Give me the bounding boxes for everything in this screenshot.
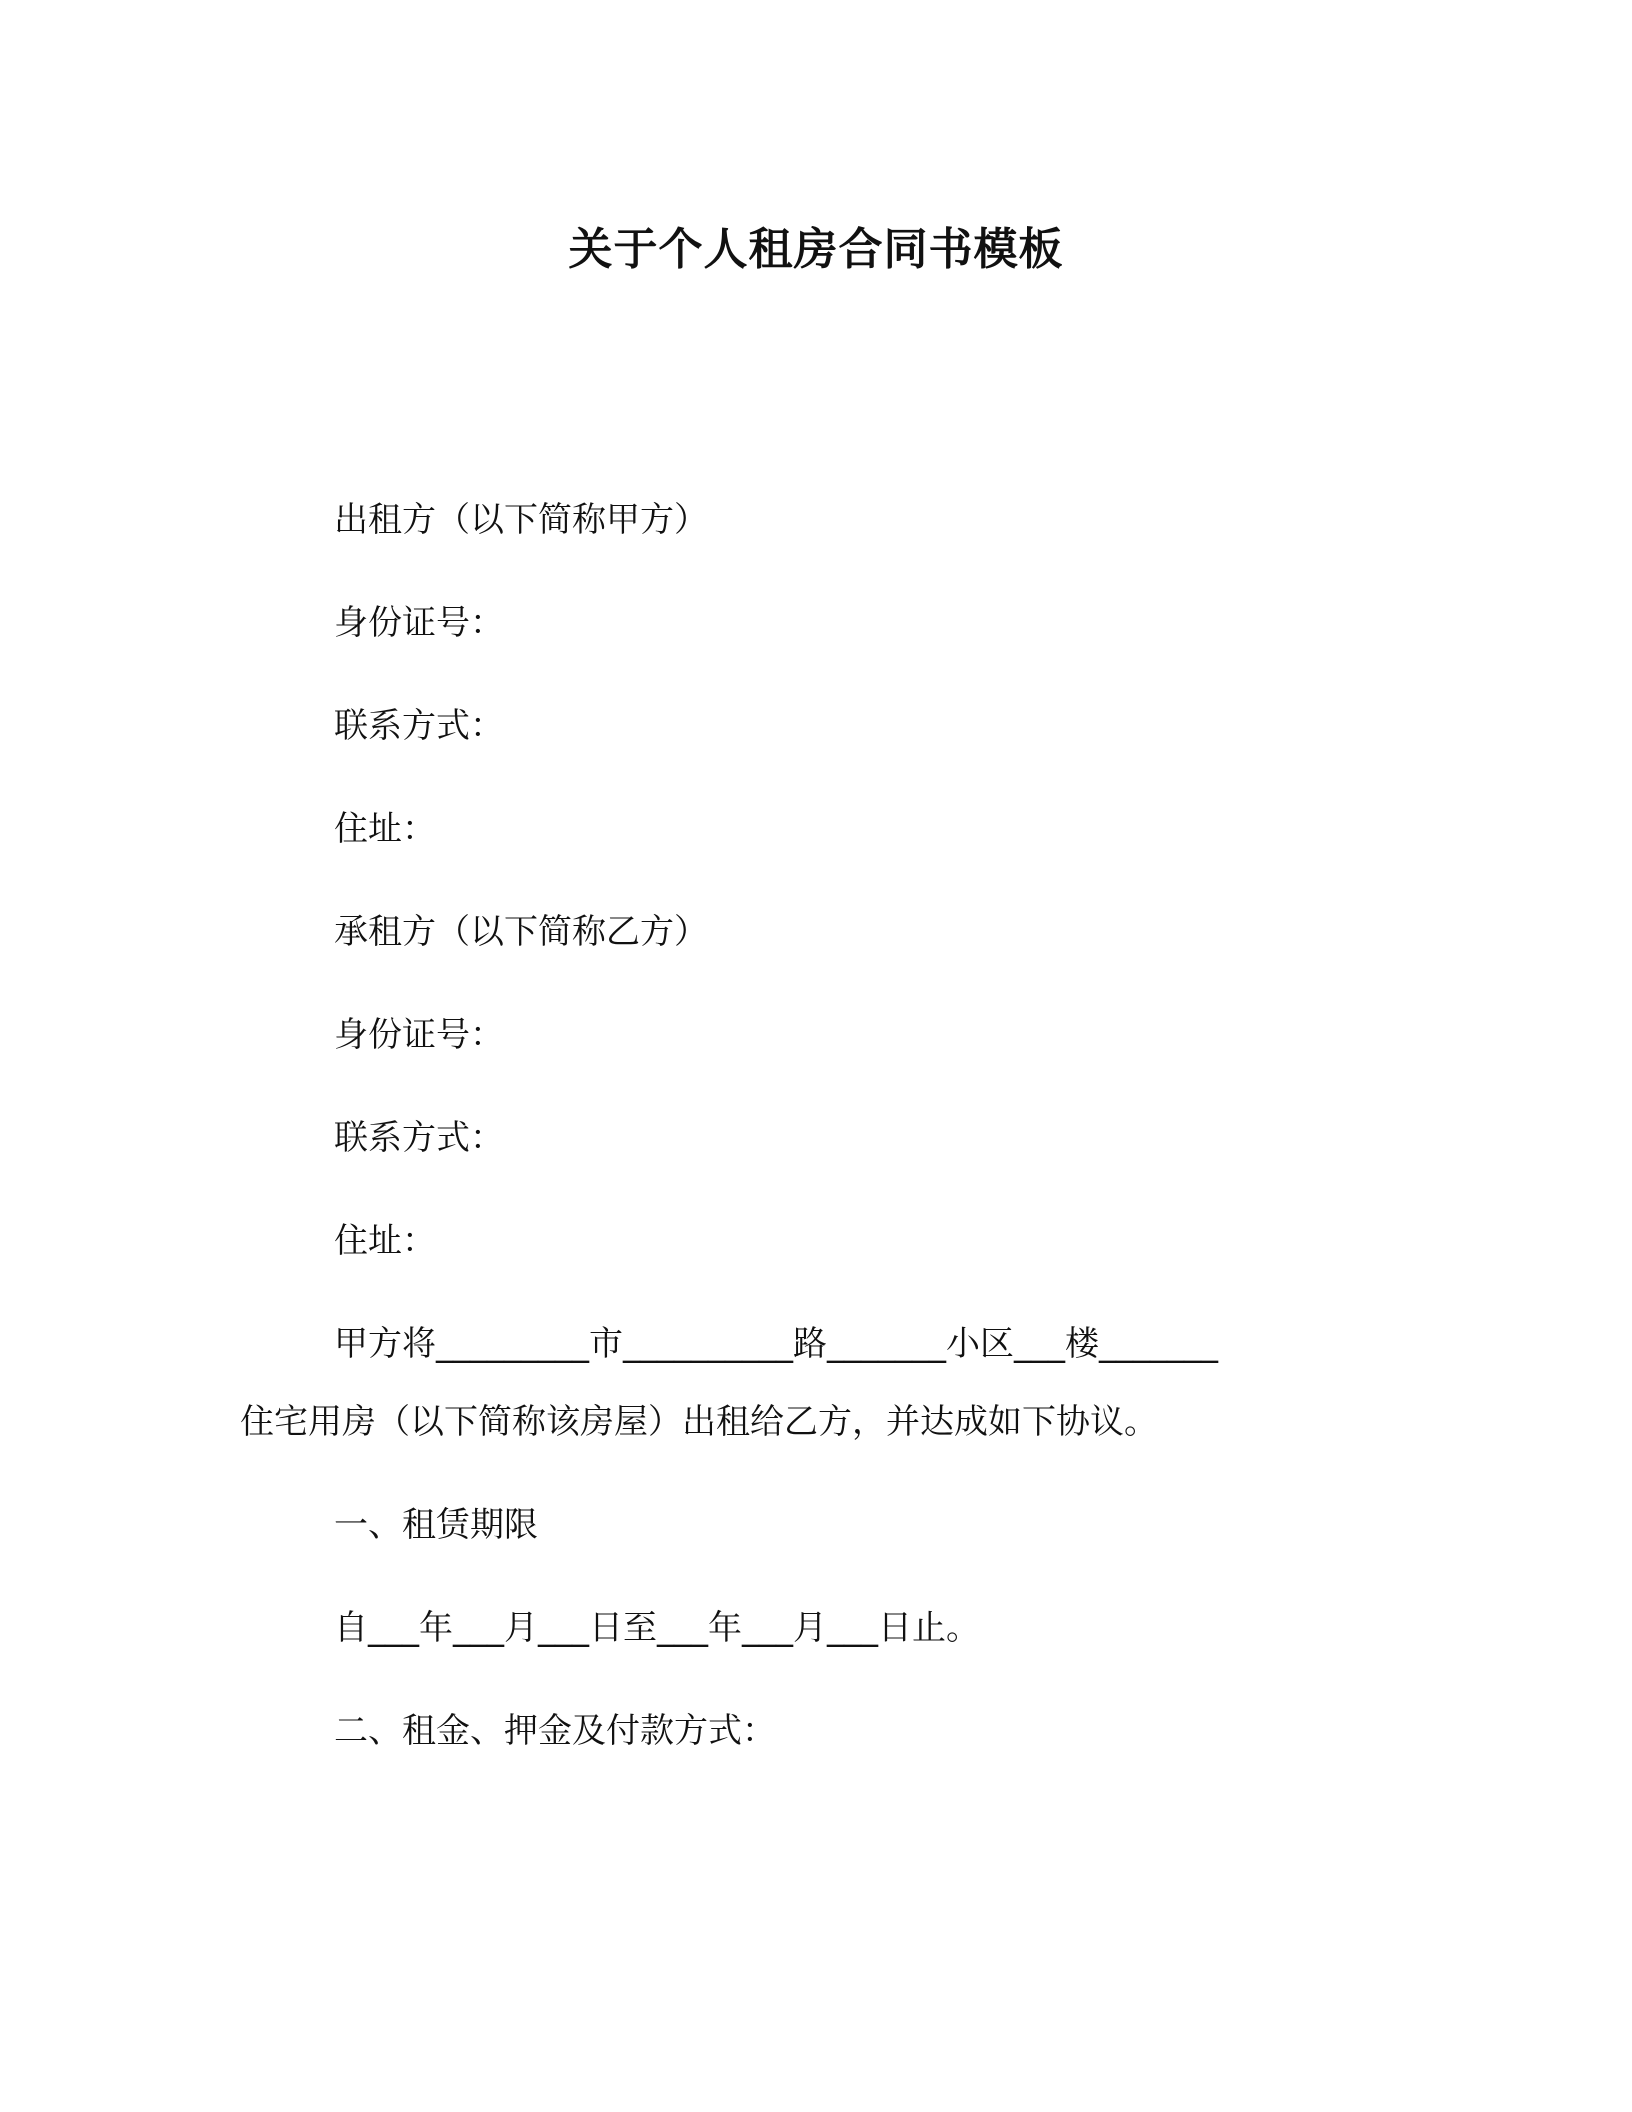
document-title: 关于个人租房合同书模板 bbox=[568, 224, 1064, 275]
section-rent-deposit-heading: 二、租金、押金及付款方式： bbox=[334, 1711, 776, 1751]
lessee-heading: 承租方（以下简称乙方） bbox=[334, 912, 708, 952]
lessor-address: 住址： bbox=[334, 809, 436, 849]
lease-term-dates: 自___年___月___日至___年___月___日止。 bbox=[334, 1608, 980, 1648]
agreement-statement: 住宅用房（以下简称该房屋）出租给乙方，并达成如下协议。 bbox=[240, 1402, 1158, 1442]
lessee-id-number: 身份证号： bbox=[334, 1015, 504, 1055]
lessee-address: 住址： bbox=[334, 1221, 436, 1261]
lessor-id-number: 身份证号： bbox=[334, 603, 504, 643]
section-lease-term-heading: 一、租赁期限 bbox=[334, 1505, 538, 1545]
lessee-contact: 联系方式： bbox=[334, 1118, 504, 1158]
lessor-heading: 出租方（以下简称甲方） bbox=[334, 500, 708, 540]
lessor-contact: 联系方式： bbox=[334, 706, 504, 746]
property-address-line: 甲方将_________市__________路_______小区___楼_______ bbox=[334, 1324, 1218, 1364]
